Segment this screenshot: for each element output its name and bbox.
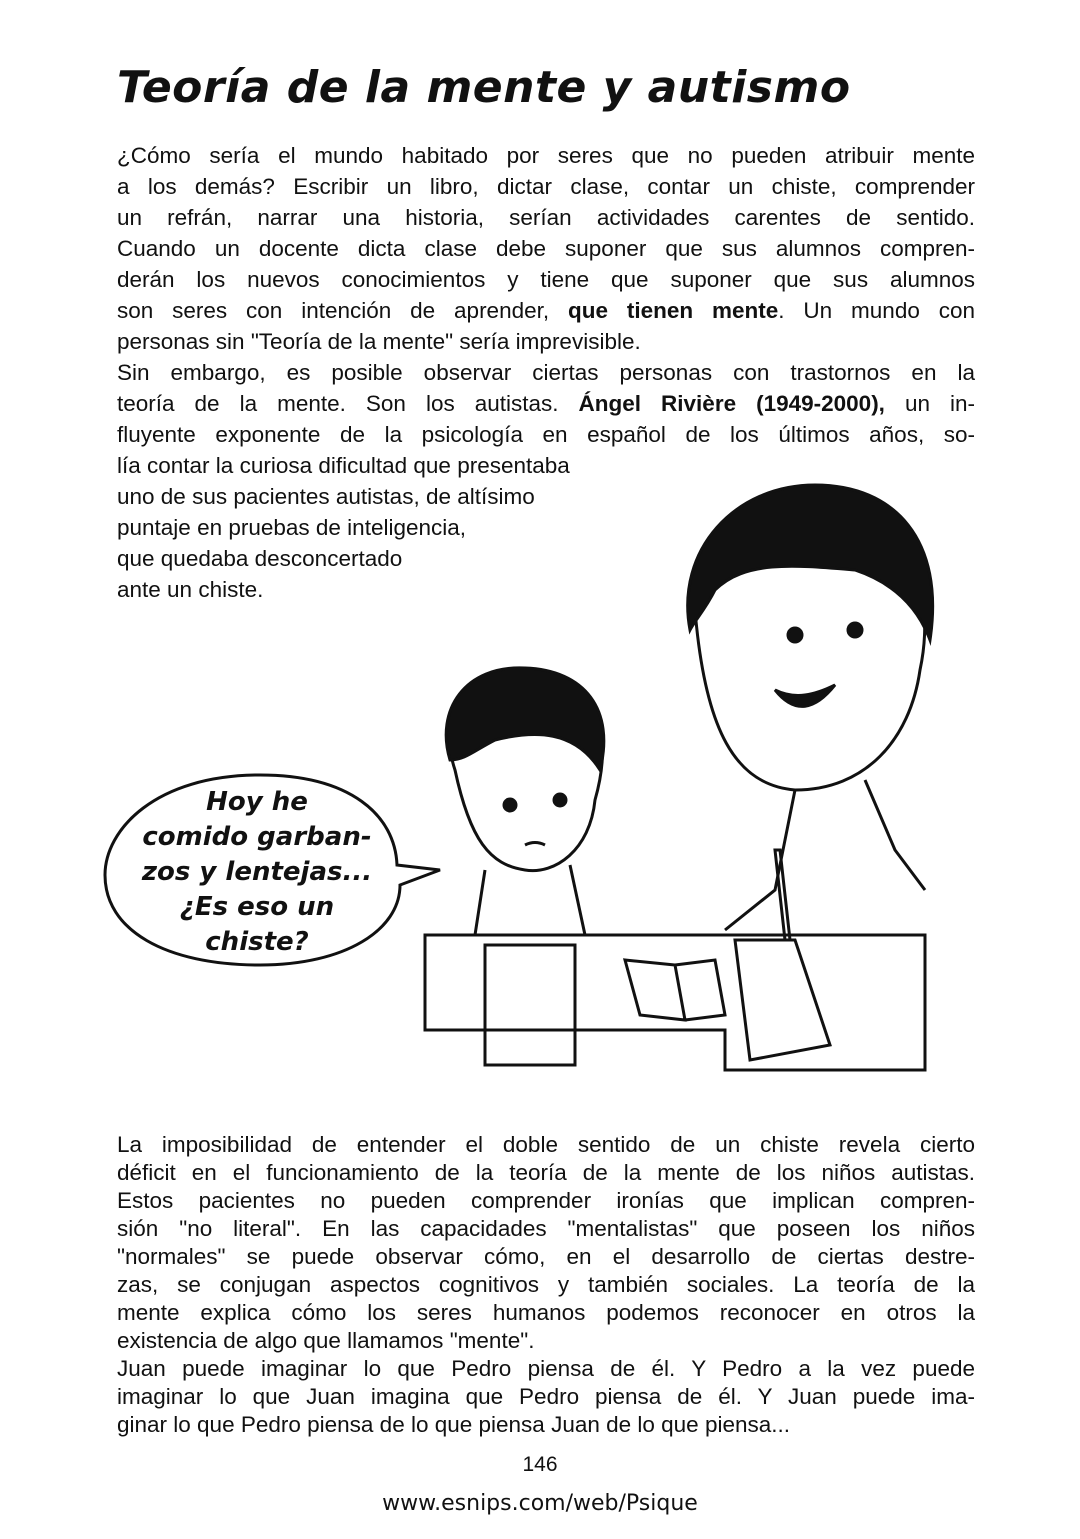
text-segment: Juan puede imaginar lo que Pedro piensa de él. Y Pedro a la vez puede	[117, 1356, 975, 1381]
text-line	[117, 1187, 975, 1215]
text-line	[117, 202, 975, 233]
bold-text: que tienen mente	[568, 298, 779, 323]
text-segment: un in-	[884, 391, 975, 416]
source-url: www.esnips.com/web/Psique	[382, 1491, 698, 1516]
paper	[485, 945, 575, 1065]
man-mustache	[775, 685, 835, 706]
text-segment: . Un mundo con	[778, 298, 975, 323]
text-segment: imaginar lo que Juan imagina que Pedro piensa de él. Y Juan puede ima-	[117, 1384, 975, 1409]
explanation-text	[117, 1131, 975, 1439]
text-line	[117, 171, 975, 202]
cartoon-illustration	[95, 470, 995, 1090]
man-body	[725, 780, 925, 930]
text-segment: personas sin "Teoría de la mente" sería imprevisible.	[117, 329, 641, 354]
text-segment: fluyente exponente de la psicología en español de los últimos años, so-	[117, 422, 975, 447]
text-line	[117, 1271, 975, 1299]
man-eye	[848, 623, 862, 637]
bubble-line: Hoy he	[206, 787, 308, 817]
bubble-line: comido garban-	[142, 822, 372, 852]
text-line	[117, 388, 975, 419]
text-line	[117, 326, 975, 357]
text-line	[117, 233, 975, 264]
text-line	[117, 419, 975, 450]
text-line	[117, 264, 975, 295]
page-title: Teoría de la mente y autismo	[117, 62, 851, 113]
text-line	[117, 1355, 975, 1383]
text-segment: derán los nuevos conocimientos y tiene que suponer que sus alumnos	[117, 267, 975, 292]
bubble-line: chiste?	[205, 927, 309, 957]
text-segment: Cuando un docente dicta clase debe suponer que sus alumnos compren-	[117, 236, 975, 261]
text-segment: sión "no literal". En las capacidades "mentalistas" que poseen los niños	[117, 1216, 975, 1241]
text-segment: ¿Cómo sería el mundo habitado por seres que no pueden atribuir mente	[117, 143, 975, 168]
speech-bubble-text	[112, 785, 402, 960]
man-hair	[688, 485, 933, 640]
text-line	[117, 1299, 975, 1327]
pencil	[775, 850, 790, 940]
text-line	[117, 1131, 975, 1159]
text-line	[117, 1243, 975, 1271]
text-segment: a los demás? Escribir un libro, dictar clase, contar un chiste, comprender	[117, 174, 975, 199]
text-line	[117, 1383, 975, 1411]
text-segment: un refrán, narrar una historia, serían actividades carentes de sentido.	[117, 205, 975, 230]
text-segment: La imposibilidad de entender el doble sentido de un chiste revela cierto	[117, 1132, 975, 1157]
text-line	[117, 1159, 975, 1187]
text-segment: Estos pacientes no pueden comprender ironías que implican compren-	[117, 1188, 975, 1213]
text-segment: son seres con intención de aprender,	[117, 298, 568, 323]
man-eye	[788, 628, 802, 642]
text-segment: Sin embargo, es posible observar ciertas personas con trastornos en la	[117, 360, 975, 385]
text-segment: puntaje en pruebas de inteligencia,	[117, 515, 467, 540]
text-line	[117, 1215, 975, 1243]
text-segment: mente explica cómo los seres humanos podemos reconocer en otros la	[117, 1300, 975, 1325]
text-segment: ginar lo que Pedro piensa de lo que piensa Juan de lo que piensa...	[117, 1412, 791, 1437]
page-number: 146	[522, 1453, 558, 1476]
text-segment: "normales" se puede observar cómo, en el desarrollo de ciertas destre-	[117, 1244, 975, 1269]
bubble-line: ¿Es eso un	[179, 892, 335, 922]
text-segment: teoría de la mente. Son los autistas.	[117, 391, 579, 416]
boy-arms	[475, 865, 585, 935]
text-segment: ante un chiste.	[117, 577, 264, 602]
boy-eye	[504, 799, 516, 811]
text-segment: uno de sus pacientes autistas, de altísimo	[117, 484, 535, 509]
open-book	[625, 960, 725, 1020]
paper-sheet	[735, 940, 830, 1060]
text-line	[117, 357, 975, 388]
desk	[425, 935, 925, 1070]
boy-mouth	[525, 843, 545, 846]
text-line	[117, 140, 975, 171]
boy-eye	[554, 794, 566, 806]
bubble-line: zos y lentejas...	[141, 857, 373, 887]
text-line	[117, 1411, 975, 1439]
text-line	[117, 1327, 975, 1355]
bold-text: Ángel Rivière (1949-2000),	[578, 391, 885, 416]
text-segment: zas, se conjugan aspectos cognitivos y también sociales. La teoría de la	[117, 1272, 975, 1297]
text-segment: existencia de algo que llamamos "mente".	[117, 1328, 535, 1353]
text-segment: que quedaba desconcertado	[117, 546, 403, 571]
text-segment: lía contar la curiosa dificultad que presentaba	[117, 453, 570, 478]
text-segment: déficit en el funcionamiento de la teoría de la mente de los niños autistas.	[117, 1160, 975, 1185]
boy-hair	[446, 668, 604, 770]
text-line	[117, 295, 975, 326]
